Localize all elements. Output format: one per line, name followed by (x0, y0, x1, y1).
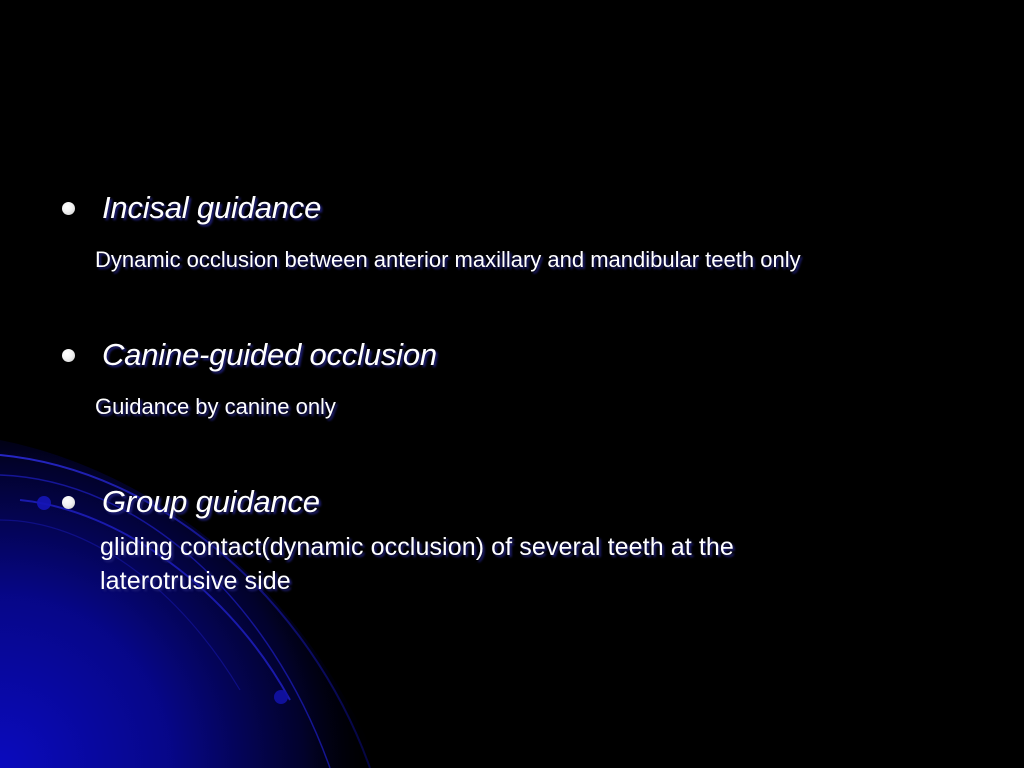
bullet-item-incisal (62, 190, 321, 226)
bullet-description-line-2: laterotrusive side (100, 567, 291, 595)
bullet-heading: Incisal guidance (102, 190, 322, 225)
bullet-item-canine (62, 337, 437, 373)
bullet-heading: Canine-guided occlusion (102, 337, 437, 372)
bullet-heading: Group guidance (102, 484, 320, 519)
bullet-item-group (62, 484, 320, 520)
bullet-icon (62, 349, 75, 362)
bullet-description-line-1: gliding contact(dynamic occlusion) of several teeth at the (100, 533, 734, 561)
bullet-icon (62, 496, 75, 509)
bullet-description: Dynamic occlusion between anterior maxillary and mandibular teeth only (95, 247, 801, 272)
bullet-description: Guidance by canine only (95, 394, 336, 419)
bullet-icon (62, 202, 75, 215)
